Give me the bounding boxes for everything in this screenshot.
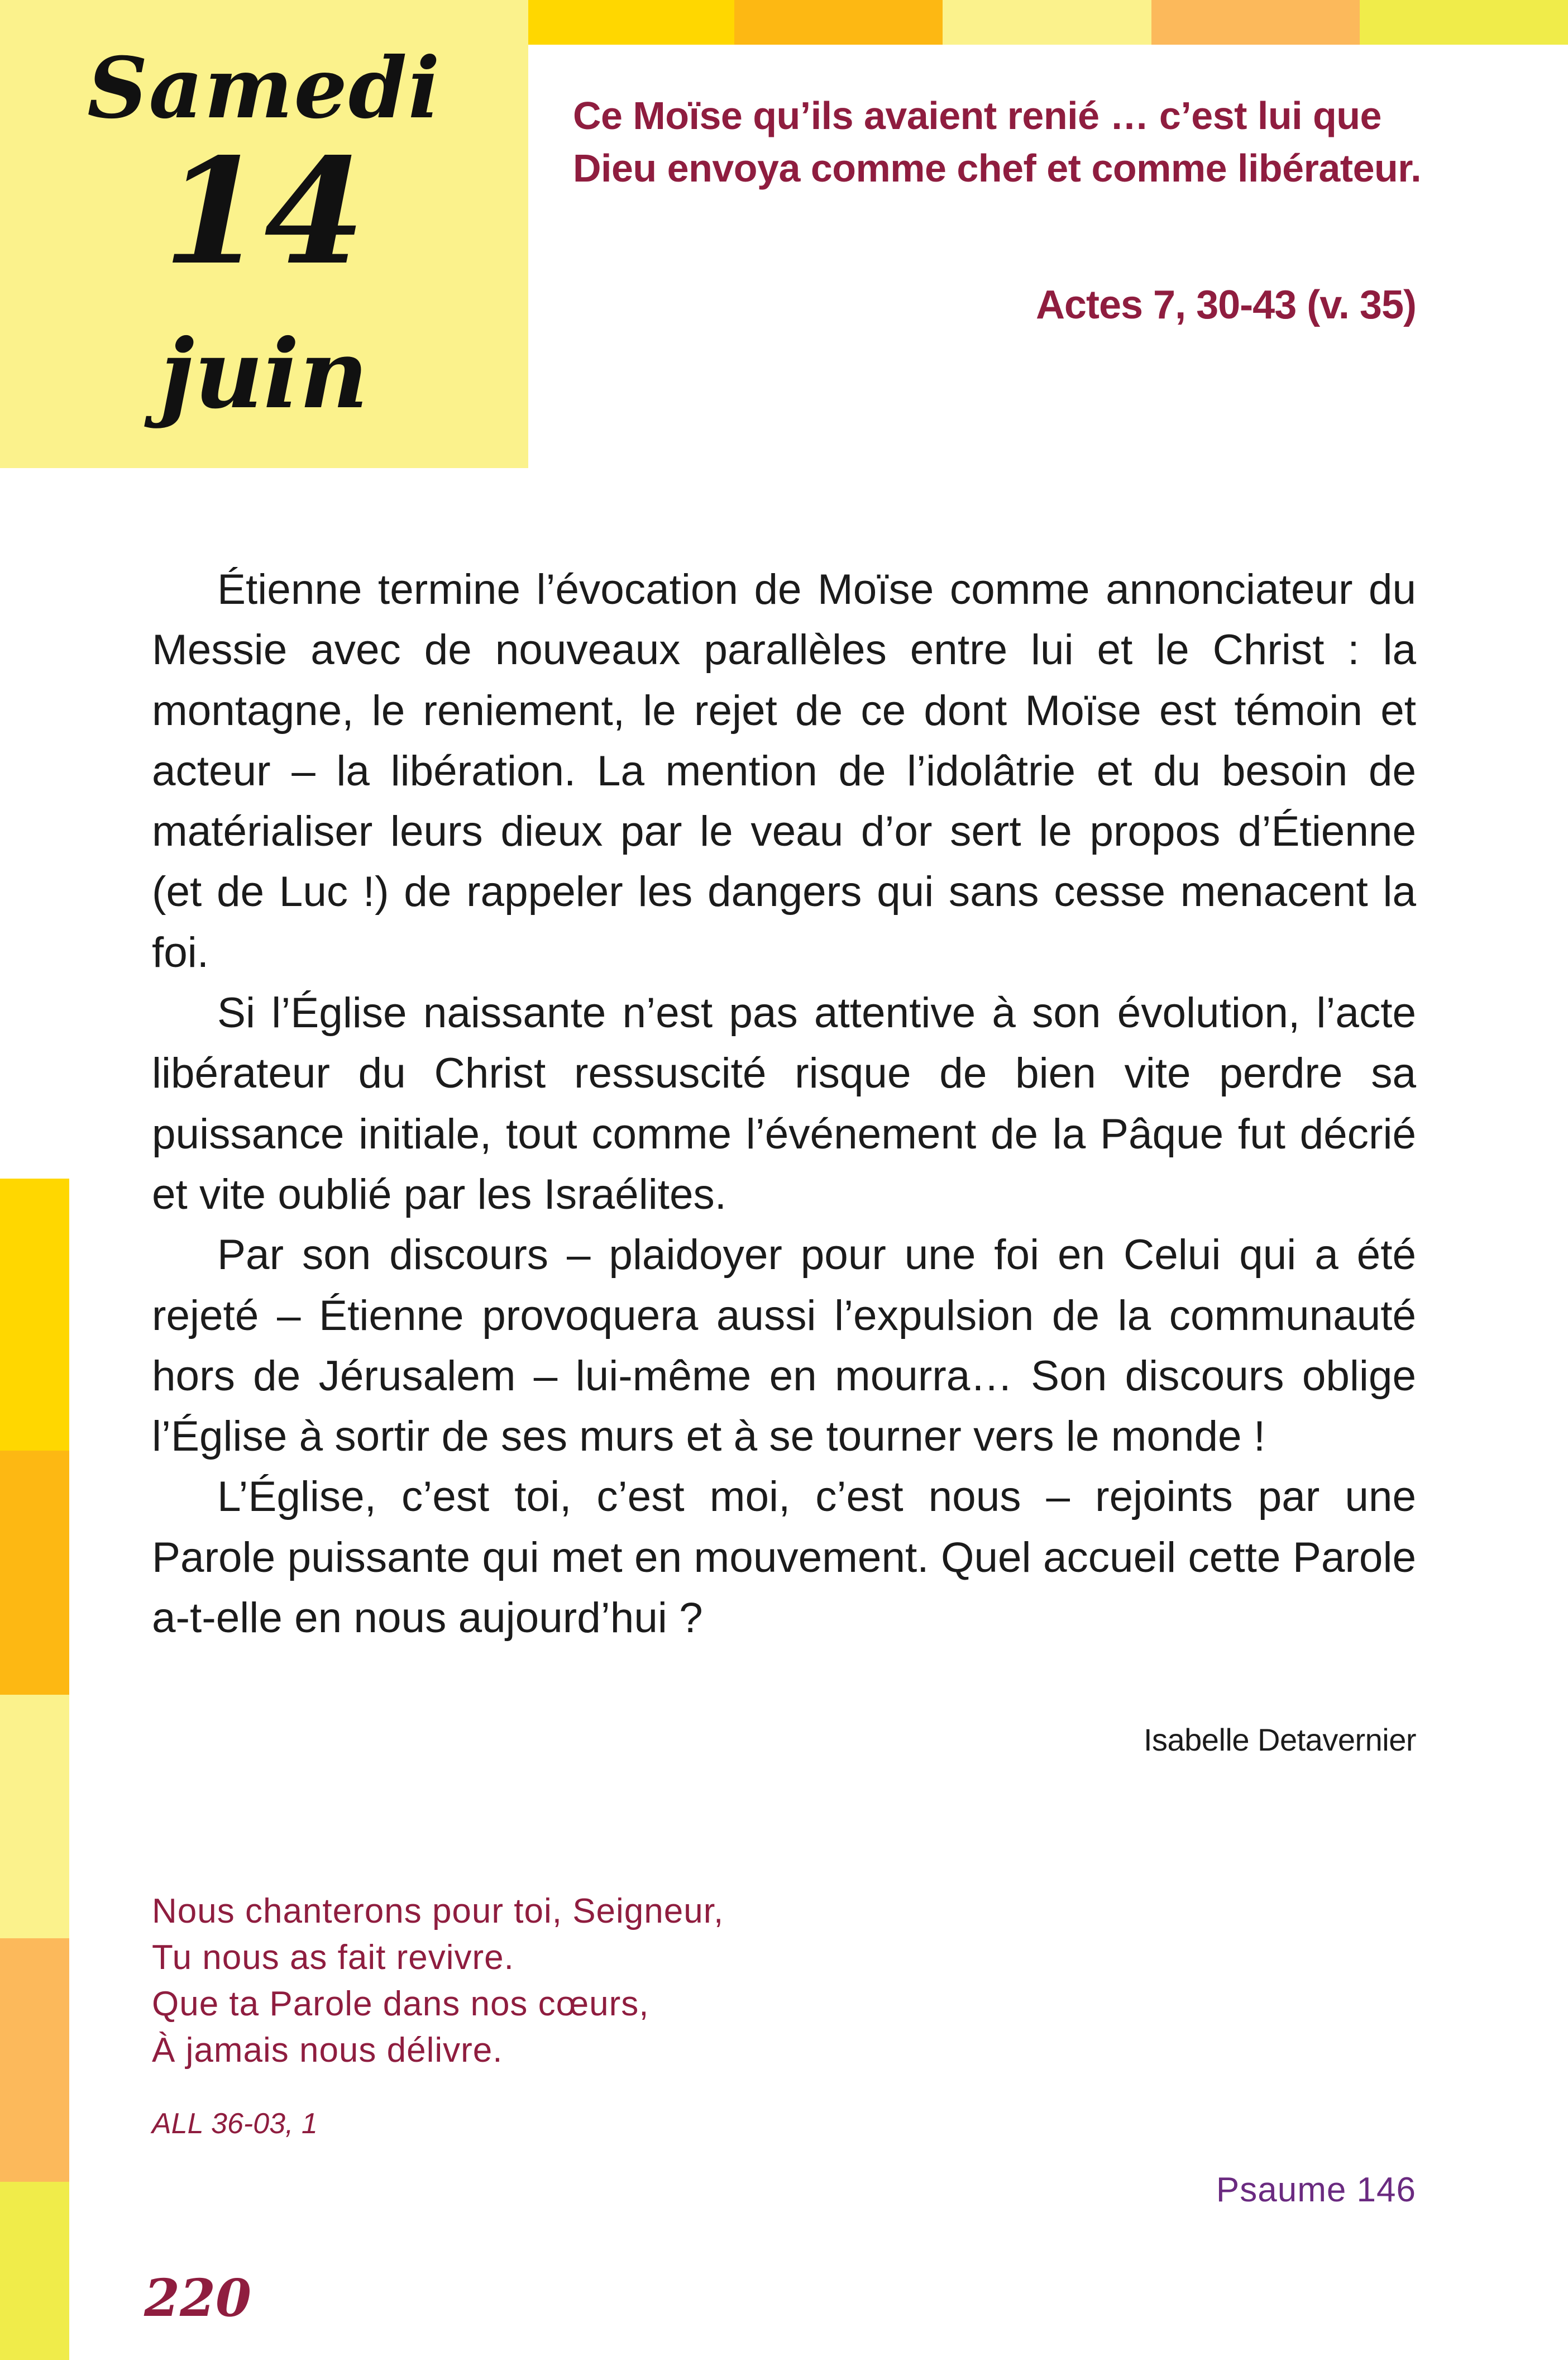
strip-segment (0, 1451, 69, 1695)
author: Isabelle Detavernier (1143, 1722, 1416, 1757)
verse-reference: Actes 7, 30-43 (v. 35) (1035, 283, 1416, 327)
strip-segment (1360, 0, 1568, 45)
strip-segment (526, 0, 734, 45)
date-weekday: Samedi (87, 39, 441, 137)
paragraph: Étienne termine l’évocation de Moïse comme annonciateur du Messie avec de nouveaux parallèles entre lui et le Christ : la montagne, le reniement, le rejet de ce dont Moïse est témoin et acteur – la libération. La mention de l’idolâtrie et du besoin de matérialiser leurs dieux par le veau d’or sert le propos d’Étienne (et de Luc !) de rappeler les dangers qui sans cesse menacent la foi. (152, 566, 1416, 976)
meditation-text (152, 560, 1416, 1648)
paragraph: L’Église, c’est toi, c’est moi, c’est nous – rejoints par une Parole puissante qui met en mouvement. Quel accueil cette Parole a-t-elle en nous aujourd’hui ? (152, 1473, 1416, 1642)
strip-segment (0, 1938, 69, 2182)
hymn (152, 1888, 1045, 2073)
paragraph: Par son discours – plaidoyer pour une foi en Celui qui a été rejeté – Étienne provoquera aussi l’expulsion de la communauté hors de Jérusalem – lui-même en mourra… Son discours oblige l’Église à sortir de ses murs et à se tourner vers le monde ! (152, 1231, 1416, 1461)
strip-segment (0, 1179, 69, 1451)
strip-segment (1151, 0, 1360, 45)
left-color-strip (0, 1179, 69, 2360)
date-month: juin (160, 318, 369, 430)
strip-segment (0, 2182, 69, 2360)
hymn-line: Que ta Parole dans nos cœurs, (152, 1985, 649, 2023)
strip-segment (0, 1695, 69, 1938)
hymn-line: Nous chanterons pour toi, Seigneur, (152, 1892, 724, 1930)
top-color-strip (526, 0, 1568, 45)
strip-segment (943, 0, 1151, 45)
hymn-line: À jamais nous délivre. (152, 2031, 503, 2070)
page-number: 220 (144, 2268, 252, 2328)
verse-quote: Ce Moïse qu’ils avaient renié … c’est lui que Dieu envoya comme chef et comme libérateur. (573, 94, 1422, 190)
hymn-reference: ALL 36-03, 1 (152, 2108, 318, 2140)
strip-segment (734, 0, 943, 45)
hymn-line: Tu nous as fait revivre. (152, 1938, 514, 1977)
paragraph: Si l’Église naissante n’est pas attentive à son évolution, l’acte libérateur du Christ ressuscité risque de bien vite perdre sa puissance initiale, tout comme l’événement de la Pâque fut décrié et vite oublié par les Israélites. (152, 989, 1416, 1218)
date-block (0, 0, 528, 468)
date-day-number: 14 (163, 127, 365, 297)
psalm-reference: Psaume 146 (1216, 2171, 1416, 2209)
